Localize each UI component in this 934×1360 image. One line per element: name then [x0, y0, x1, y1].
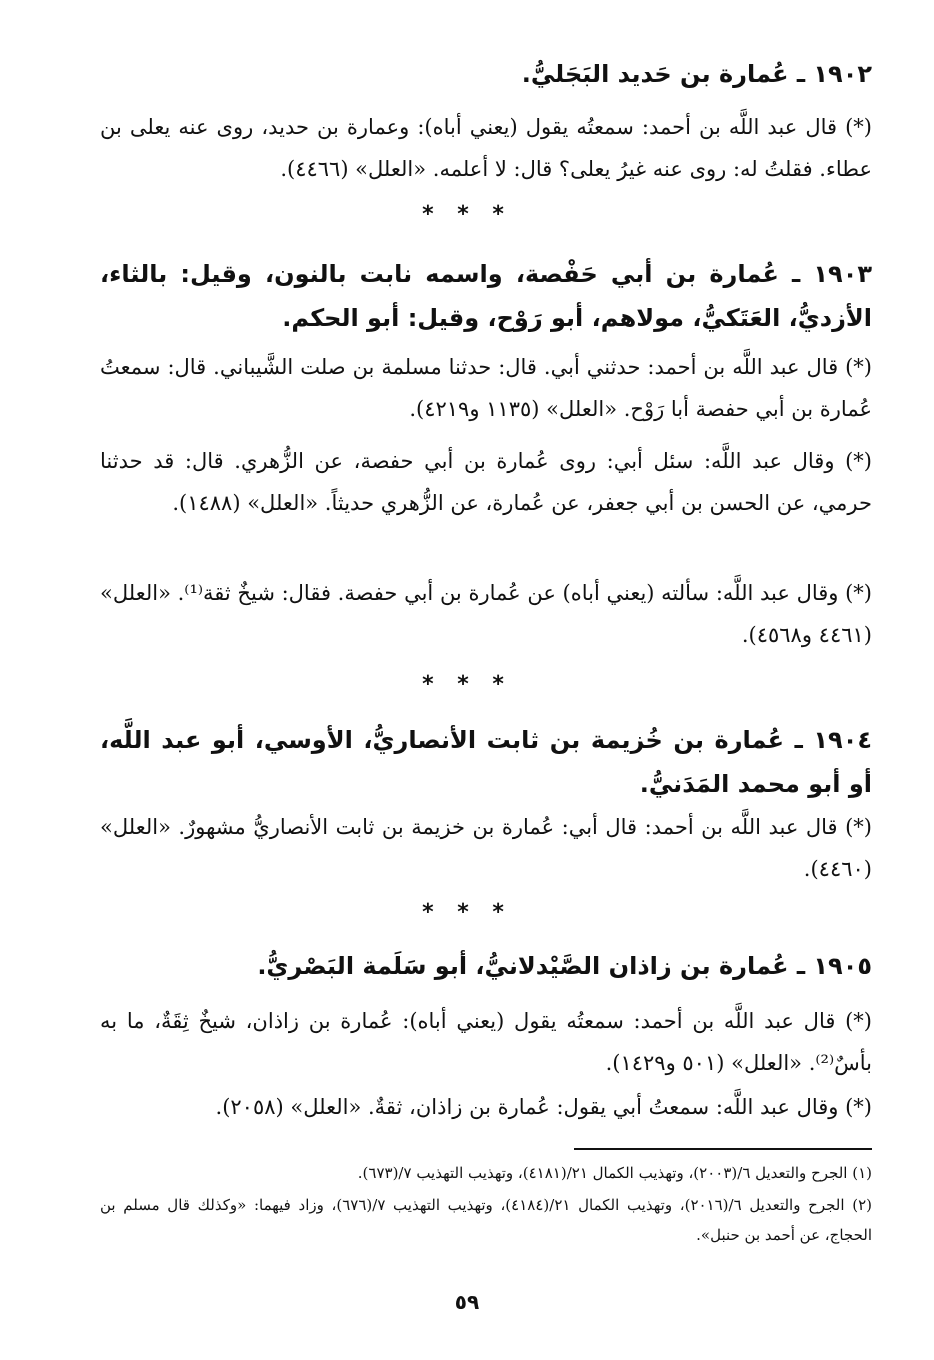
footnote-1: (١) الجرح والتعديل ٦/(٢٠٠٣)، وتهذيب الكمال ٢١/(٤١٨١)، وتهذيب التهذيب ٧/(٦٧٣).: [357, 1164, 872, 1182]
footnote-2: (٢) الجرح والتعديل ٦/(٢٠١٦)، وتهذيب الكمال ٢١/(٤١٨٤)، وتهذيب التهذيب ٧/(٦٧٦)، وزاد فيهما: «وكذلك قال مسلم بن الحجاج، عن أحمد بن حنبل».: [100, 1196, 872, 1244]
section-separator: * * *: [422, 672, 512, 697]
footnote-divider: [574, 1148, 872, 1150]
section-separator: * * *: [422, 900, 512, 925]
entry-paragraph: (*) وقال عبد اللَّه: سئل أبي: روى عُمارة بن أبي حفصة، عن الزُّهري. قال: قد حدثنا حرمي، عن الحسن بن أبي جعفر، عن عُمارة، عن الزُّهري حديثاً. «العلل» (١٤٨٨).: [100, 449, 872, 515]
entry-heading-1905: ١٩٠٥ ـ عُمارة بن زاذان الصَّيْدلانيُّ، أبو سَلَمة البَصْريُّ.: [257, 952, 872, 980]
entry-paragraph: (*) قال عبد اللَّه بن أحمد: سمعتُه يقول (يعني أباه): عُمارة بن زاذان، شيخٌ ثِقَةٌ، ما به بأسٌ⁽²⁾. «العلل» (٥٠١ و١٤٢٩).: [100, 1009, 872, 1075]
entry-heading-1903: ١٩٠٣ ـ عُمارة بن أبي حَفْصة، واسمه نابت بالنون، وقيل: بالثاء، الأزديُّ، العَتَكيُّ، مولاهم، أبو رَوْح، وقيل: أبو الحكم.: [100, 260, 872, 332]
page-number: ٥٩: [454, 1290, 480, 1314]
entry-paragraph: (*) قال عبد اللَّه بن أحمد: حدثني أبي. قال: حدثنا مسلمة بن صلت الشَّيباني. قال: سمعتُ عُمارة بن أبي حفصة أبا رَوْح. «العلل» (١١٣٥ و٤٢١٩).: [100, 355, 872, 421]
entry-paragraph: (*) قال عبد اللَّه بن أحمد: قال أبي: عُمارة بن خزيمة بن ثابت الأنصاريُّ مشهورٌ. «العلل» (٤٤٦٠).: [100, 815, 872, 881]
entry-paragraph: (*) قال عبد اللَّه بن أحمد: سمعتُه يقول (يعني أباه): وعمارة بن حديد، روى عنه يعلى بن عطاء. فقلتُ له: روى عنه غيرُ يعلى؟ قال: لا أعلمه. «العلل» (٤٤٦٦).: [100, 115, 872, 181]
section-separator: * * *: [422, 202, 512, 227]
entry-heading-1904: ١٩٠٤ ـ عُمارة بن خُزيمة بن ثابت الأنصاريُّ، الأوسي، أبو عبد اللَّه، أو أبو محمد المَدَنيُّ.: [100, 726, 872, 798]
entry-heading-1902: ١٩٠٢ ـ عُمارة بن حَديد البَجَليُّ.: [521, 60, 872, 88]
entry-paragraph: (*) وقال عبد اللَّه: سمعتُ أبي يقول: عُمارة بن زاذان، ثقةٌ. «العلل» (٢٠٥٨).: [215, 1095, 872, 1119]
entry-paragraph: (*) وقال عبد اللَّه: سألته (يعني أباه) عن عُمارة بن أبي حفصة. فقال: شيخٌ ثقة⁽¹⁾. «العلل» (٤٤٦١ و٤٥٦٨).: [100, 581, 872, 647]
